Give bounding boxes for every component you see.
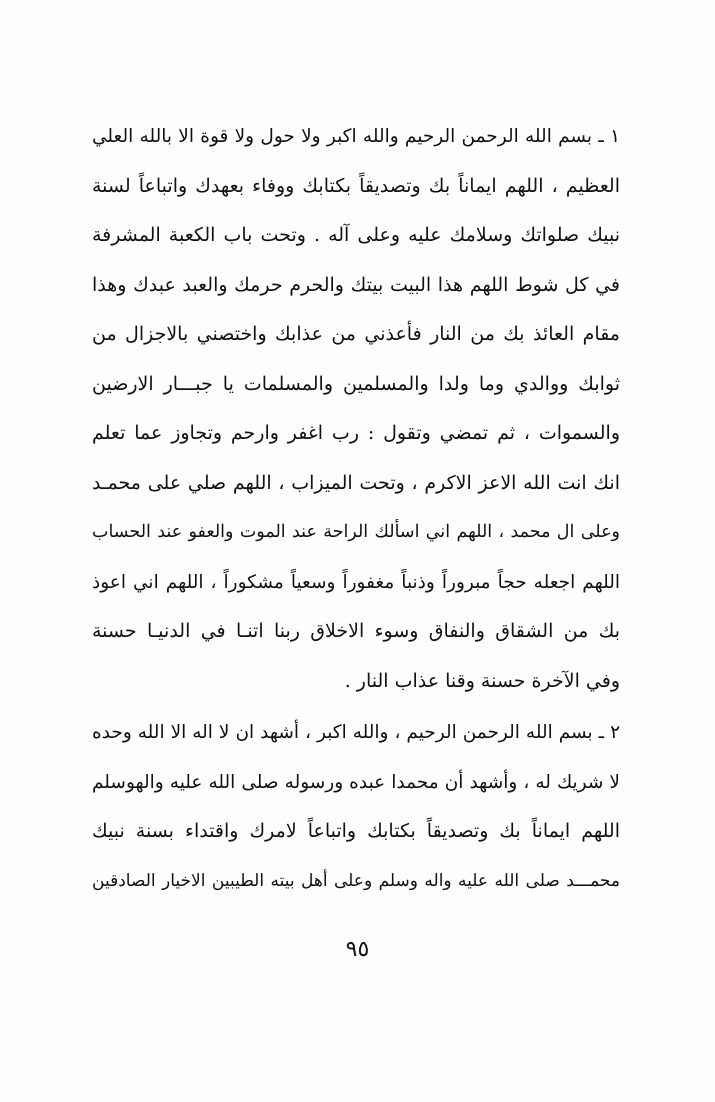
text-line: بك من الشقاق والنفاق وسوء الاخلاق ربنا اتنـا في الدنيـا حسنة xyxy=(92,620,620,642)
text-line: ١ ـ بسم الله الرحمن الرحيم والله اكبر ولا حول ولا قوة الا بالله العلي xyxy=(92,126,620,147)
text-line: اللهم ايماناً بك وتصديقاً بكتابك واتباعاً لامرك واقتداء بسنة نبيك xyxy=(92,820,620,842)
text-line: وفي الآخرة حسنة وقنا عذاب النار . xyxy=(344,669,620,692)
text-line: العظيم ، اللهم ايماناً بك وتصديقاً بكتابك ووفاء بعهدك واتباعاً لسنة xyxy=(92,174,620,197)
text-line: مقام العائذ بك من النار فأعذني من عذابك واختصني بالاجزال من xyxy=(92,323,620,345)
text-line: اللهم اجعله حجاً مبروراً وذنباً مغفوراً وسعياً مشكوراً ، اللهم اني اعوذ xyxy=(92,571,620,593)
text-line: في كل شوط اللهم هذا البيت بيتك والحرم حرمك والعبد عبدك وهذا xyxy=(92,273,620,296)
text-line: ٢ ـ بسم الله الرحمن الرحيم ، والله اكبر ، أشهد ان لا اله الا الله وحده xyxy=(92,722,620,743)
text-line: انك انت الله الاعز الاكرم ، وتحت الميزاب ، اللهم صلي على محمـد xyxy=(92,471,620,494)
text-line: نبيك صلواتك وسلامك عليه وعلى آله . وتحت باب الكعبة المشرفة xyxy=(92,224,620,246)
page-number: ٩٥ xyxy=(345,937,370,962)
text-line: محمـــد صلى الله عليه واله وسلم وعلى أهل بيته الطيبين الاخيار الصادقين xyxy=(92,870,620,891)
text-line: والسموات ، ثم تمضي وتقول : رب اغفر وارحم وتجاوز عما تعلم xyxy=(92,422,620,444)
text-line: ثوابك ووالدي وما ولدا والمسلمين والمسلمات يا جبـــار الارضين xyxy=(92,372,620,395)
paragraph-1 xyxy=(92,112,620,706)
text-line: وعلى ال محمد ، اللهم اني اسألك الراحة عند الموت والعفو عند الحساب xyxy=(92,522,620,542)
paragraph-2 xyxy=(92,708,620,906)
text-line: لا شريك له ، وأشهد أن محمدا عبده ورسوله صلى الله عليه والهوسلم xyxy=(92,771,620,793)
